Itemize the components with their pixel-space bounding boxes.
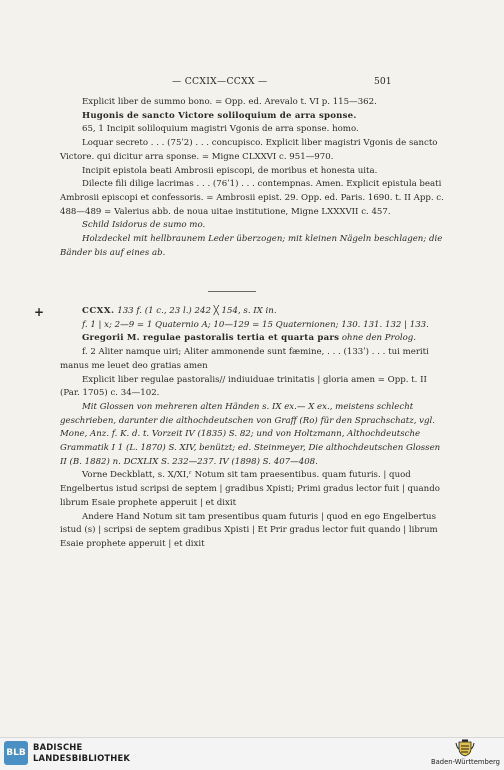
paragraph: f. 2 Aliter namque uiri; Aliter ammonende sunt fæmine, . . . (133ʹ) . . . tui meriti manus me leuet deo gratias amen [60, 347, 429, 371]
work-title-bold: Gregorii M. regulae pastoralis tertia et quarta pars [82, 333, 340, 344]
library-name-line2: LANDESBIBLIOTHEK [33, 753, 131, 763]
paragraph: Loquar secreto . . . (75ʹ2) . . . concupisco. Explicit liber magistri Vgonis de sancto Victore. qui dicitur arra sponse. = Migne CLXXVI c. 951—970. [60, 138, 438, 162]
library-name[interactable] [33, 742, 130, 764]
library-footer [0, 737, 504, 770]
entry-ccxx [60, 305, 446, 552]
entry-physical-description: 133 f. (1 c., 23 l.) 242 ╳ 154, s. IX in. [114, 306, 277, 316]
state-name: Baden-Württemberg [430, 758, 500, 766]
paragraph: Incipit epistola beati Ambrosii episcopi, de moribus et honesta uita. [82, 165, 378, 176]
entry-ccxix-continuation [60, 96, 446, 260]
entry-heading [60, 305, 446, 319]
paragraph: Andere Hand Notum sit tam presentibus quam futuris | quod en ego Engelbertus istud (s) | scripsi de septem gradibus Xpisti | Et Prir gradus lector fuit quando | librum Esaie prophete apperuit | et dixit [60, 511, 438, 549]
library-name-line1: BADISCHE [33, 742, 83, 752]
paragraph: Explicit liber regulae pastoralis// indiuiduae trinitatis | gloria amen = Opp. t. II (Par. 1705) c. 34—102. [60, 374, 427, 399]
blb-logo[interactable]: BLB [4, 741, 28, 765]
section-divider [208, 291, 256, 292]
paragraph: 65, 1 Incipit soliloquium magistri Vgonis de arra sponse. homo. [82, 124, 359, 135]
page-number: 501 [374, 76, 392, 87]
coat-of-arms-icon [455, 739, 475, 757]
work-title-note: ohne den Prolog. [339, 333, 417, 344]
work-title: Hugonis de sancto Victore soliloquium de arra sponse. [82, 110, 357, 121]
paragraph: Mit Glossen von mehreren alten Händen s. IX ex.— X ex., meistens schlecht geschrieben, darunter die althochdeutschen von Graff (Ro) für den Sprachschatz, vgl. Mone, Anz. f. K. d. t. Vorzeit IV (1835) S. 82; und von Holtzmann, Althochdeutsche Grammatik I 1 (L. 1870) S. XIV, benützt; ed. Steinmeyer, Die althochdeutschen Glossen II (B. 1882) n. DCXLIX S. 232—237. IV (1898) S. 407—408. [60, 401, 441, 467]
paragraph: Schild Isidorus de sumo mo. [82, 220, 206, 231]
paragraph: Explicit liber de summo bono. = Opp. ed. Arevalo t. VI p. 115—362. [82, 97, 377, 107]
work-title [60, 332, 446, 346]
paragraph: Vorne Deckblatt, s. X/XI,ʳ Notum sit tam praesentibus. quam futuris. | quod Engelbertus istud scripsi de septem | gradibus Xpisti; Primi gradus lector fuit | quando librum Esaie prophete apperuit | et dixit [60, 470, 440, 508]
collation: f. 1 | x; 2—9 = 1 Quaternio A; 10—129 = 15 Quaternionen; 130. 131. 132 | 133. [82, 319, 429, 330]
running-title: — CCXIX—CCXX — [172, 76, 268, 87]
binding-description: Holzdeckel mit hellbraunem Leder überzogen; mit kleinen Nägeln beschlagen; die Bänder bis auf eines ab. [60, 234, 443, 258]
margin-plus-mark: + [34, 305, 45, 319]
paragraph: Dilecte fili dilige lacrimas . . . (76ʹ1) . . . contempnas. Amen. Explicit epistula beati Ambrosii episcopi et confessoris. = Ambrosii epist. 29. Opp. ed. Paris. 1690. t. II App. c. 488—489 = Valerius abb. de noua uitae institutione, Migne LXXXVII c. 457. [60, 179, 444, 217]
entry-number: CCXX. [82, 306, 115, 316]
running-header [0, 76, 504, 90]
